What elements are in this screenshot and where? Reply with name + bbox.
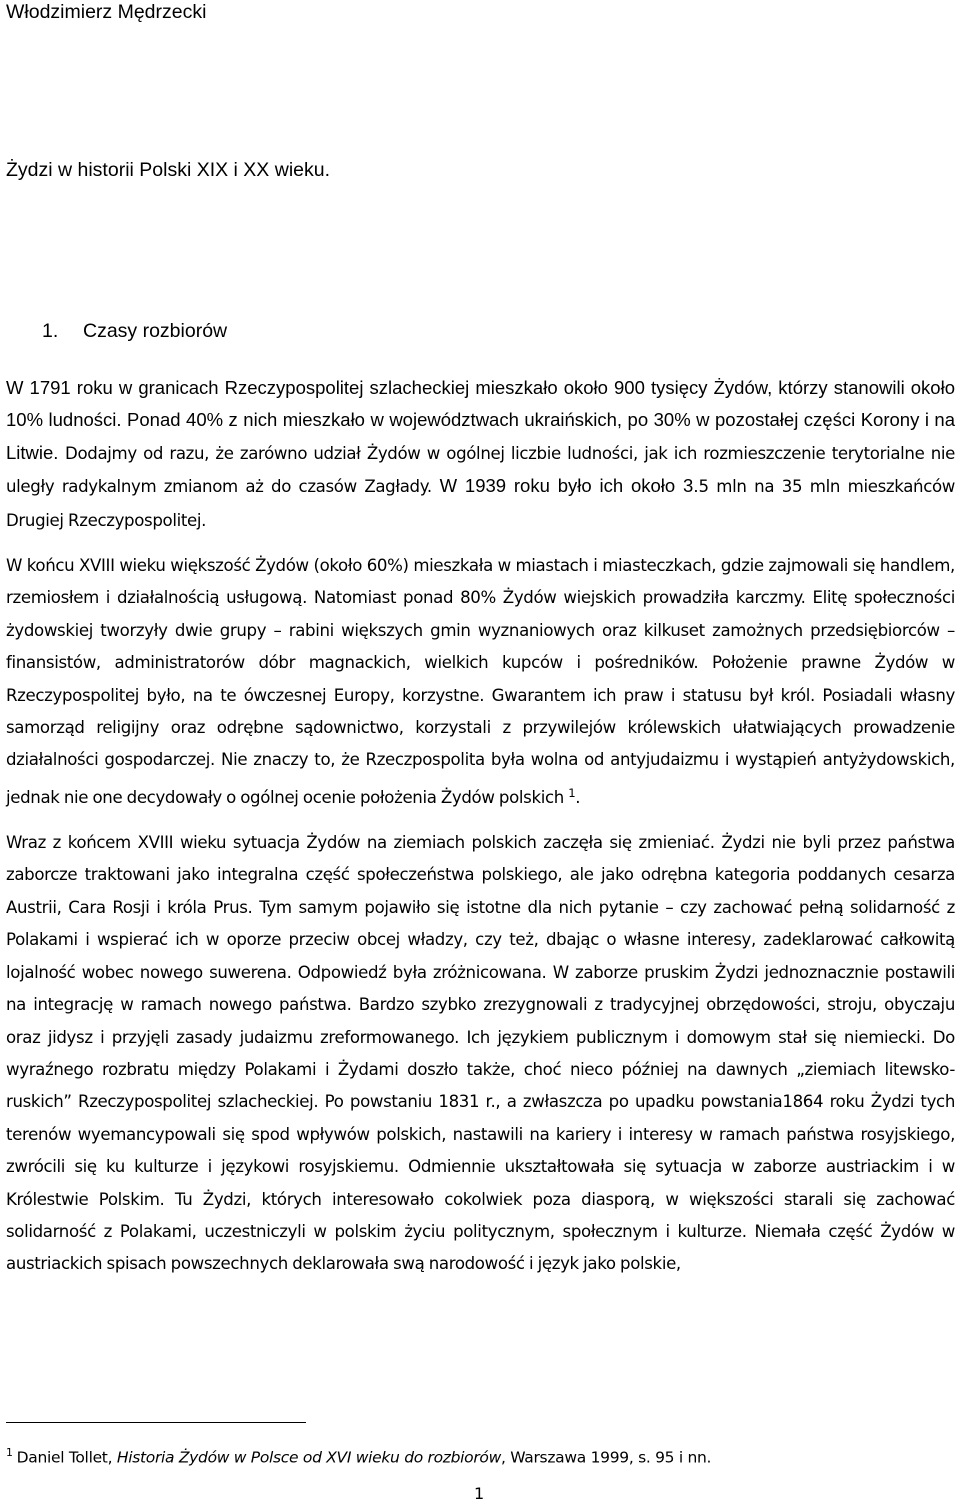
paragraph-2-end: . bbox=[575, 787, 581, 807]
footnote-separator bbox=[6, 1422, 306, 1423]
author-name: Włodzimierz Mędrzecki bbox=[6, 1, 207, 23]
footnote-reference[interactable]: 1 bbox=[568, 785, 576, 800]
paragraph-1-part-d: 5 mln na 35 mln mieszkańców Drugiej Rzeczypospolitej. bbox=[6, 477, 955, 530]
footnote-author: Daniel Tollet, bbox=[16, 1448, 113, 1467]
section-number: 1. bbox=[42, 320, 59, 342]
document-title: Żydzi w historii Polski XIX i XX wieku. bbox=[6, 159, 331, 181]
paragraph-1-part-c: W 1939 roku było ich około 3. bbox=[439, 475, 699, 497]
section-heading bbox=[42, 319, 227, 343]
footnote-details: , Warszawa 1999, s. 95 i nn. bbox=[501, 1448, 712, 1467]
footnote-book-title: Historia Żydów w Polsce od XVI wieku do rozbiorów bbox=[116, 1448, 501, 1467]
paragraph-1-part-b: Dodajmy od razu, że zarówno udział Żydów w ogólnej liczbie ludności, jak ich rozmieszczenie terytorialne nie uległy radykalnym zmianom aż do czasów Zagłady. bbox=[6, 443, 955, 497]
paragraph-1-part-a: W 1791 roku w granicach Rzeczypospolitej szlacheckiej mieszkało około 900 tysięcy Żydów, którzy stanowili około 10% ludności. Ponad 40% z nich mieszkało w województwach ukraińskich, po 30% w pozostałej części Korony i na Litwie. bbox=[6, 377, 955, 463]
body-text bbox=[6, 372, 955, 1281]
paragraph-2 bbox=[6, 550, 955, 814]
section-title: Czasy rozbiorów bbox=[83, 320, 228, 342]
paragraph-3: Wraz z końcem XVIII wieku sytuacja Żydów na ziemiach polskich zaczęła się zmieniać. Żydzi nie byli przez państwa zaborcze traktowani jako integralna część społeczeństwa polskiego, ale jako odrębna kategoria poddanych cesarza Austrii, Cara Rosji i króla Prus. Tym samym pojawiło się istotne dla nich pytanie – czy zachować pełną solidarność z Polakami i wspierać ich w oporze przeciw obcej władzy, czy też, dbając o własne interesy, zadeklarować całkowitą lojalność wobec nowego suwerena. Odpowiedź była zróżnicowana. W zaborze pruskim Żydzi jednoznacznie postawili na integrację w ramach nowego państwa. Bardzo szybko zrezygnowali z tradycyjnej obrzędowości, stroju, obyczaju oraz jidysz i przyjęli zasady judaizmu zreformowanego. Ich językiem publicznym i domowym stał się niemiecki. Do wyraźnego rozbratu między Polakami i Żydami doszło także, choć nieco później na dawnych „ziemiach litewsko-ruskich” Rzeczypospolitej szlacheckiej. Po powstaniu 1831 r., a zwłaszcza po upadku powstania1864 roku Żydzi tych terenów wyemancypowali się spod wpływów polskich, nastawili na kariery i interesy w ramach państwa rosyjskiego, zwrócili się ku kulturze i językowi rosyjskiemu. Odmiennie ukształtowała się sytuacja w zaborze austriackim i w Królestwie Polskim. Tu Żydzi, których interesowało cokolwiek poza diasporą, w większości starali się zachować solidarność z Polakami, uczestniczyli w polskim życiu politycznym, społecznym i kulturze. Niemała część Żydów w austriackich spisach powszechnych deklarowała swą narodowość i język jako polskie, bbox=[6, 833, 955, 1274]
footnote bbox=[6, 1441, 955, 1470]
paragraph-1 bbox=[6, 372, 955, 537]
paragraph-2-text: W końcu XVIII wieku większość Żydów (około 60%) mieszkała w miastach i miasteczkach, gdzie zajmowali się handlem, rzemiosłem i działalnością usługową. Natomiast ponad 80% Żydów wiejskich prowadziła karczmy. Elitę społeczności żydowskiej tworzyły dwie grupy – rabini większych gmin wyznaniowych oraz kilkuset zamożnych przedsiębiorców – finansistów, administratorów dóbr magnackich, wielkich kupców i pośredników. Położenie prawne Żydów w Rzeczypospolitej było, na te ówczesnej Europy, korzystne. Gwarantem ich praw i statusu był król. Posiadali własny samorząd religijny oraz odrębne sądownictwo, korzystali z przywilejów królewskich ułatwiających prowadzenie działalności gospodarczej. Nie znaczy to, że Rzeczpospolita była wolna od antyjudaizmu i wystąpień antyżydowskich, jednak nie one decydowały o ogólnej ocenie położenia Żydów polskich bbox=[6, 556, 955, 807]
page-number: 1 bbox=[474, 1484, 485, 1503]
footnote-number: 1 bbox=[6, 1446, 13, 1459]
